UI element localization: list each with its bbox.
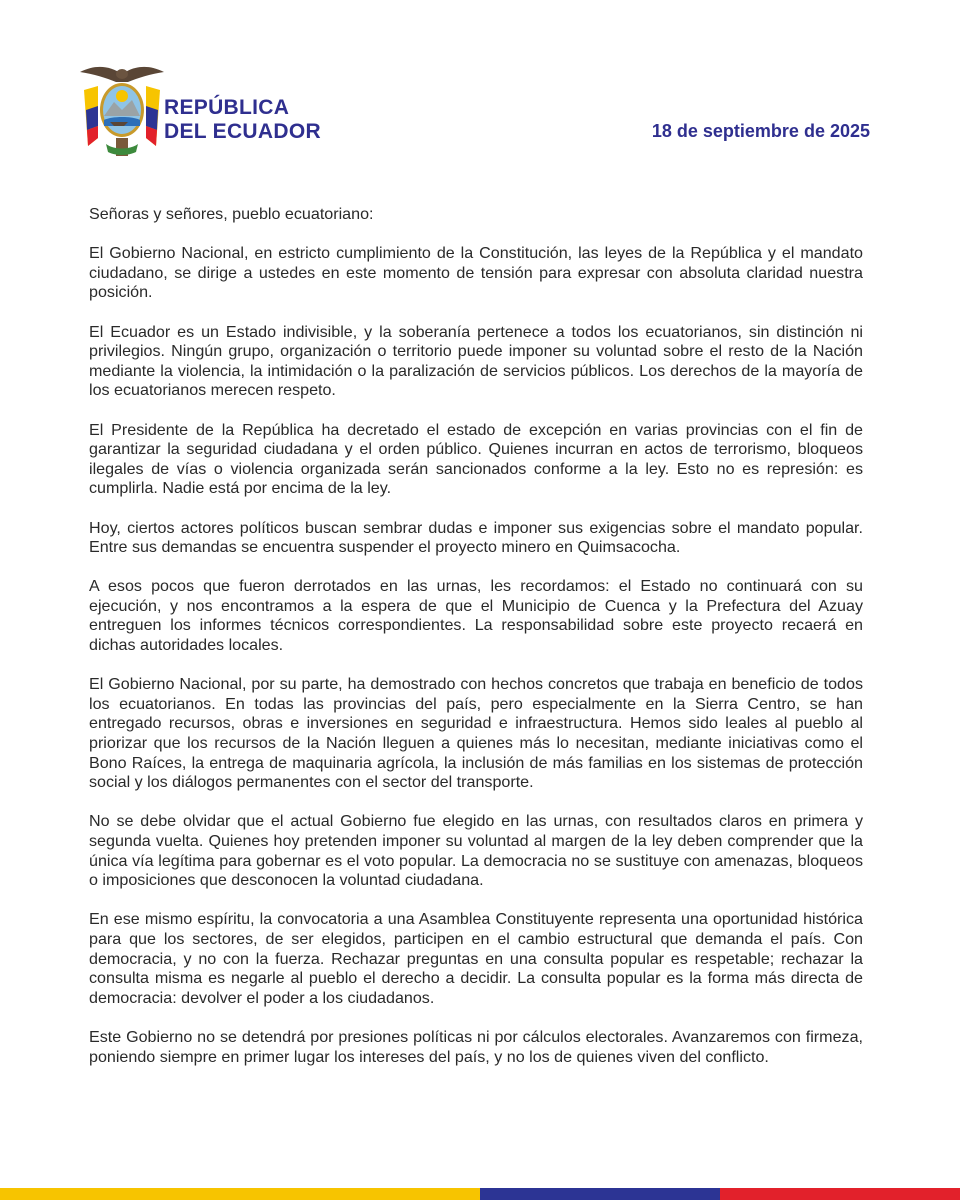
- flag-color-bar: [0, 1188, 960, 1200]
- letterhead: [0, 0, 960, 180]
- paragraph: En ese mismo espíritu, la convocatoria a una Asamblea Constituyente representa una oportunidad histórica para que los sectores, de ser elegidos, participen en el cambio estructural que demanda el país. Con democracia, y no con la fuerza. Rechazar preguntas en una consulta popular es respetable; rechazar la consulta misma es negarle al pueblo el derecho a decidir. La consulta popular es la forma más directa de democracia: devolver el poder a los ciudadanos.: [89, 910, 863, 1007]
- paragraph: A esos pocos que fueron derrotados en las urnas, les recordamos: el Estado no continuará con su ejecución, y nos encontramos a la espera de que el Municipio de Cuenca y la Prefectura del Azuay entreguen los informes técnicos correspondientes. La responsabilidad sobre este proyecto recaerá en dichas autoridades locales.: [89, 577, 863, 655]
- flag-bar-red: [720, 1188, 960, 1200]
- brand-name: [164, 96, 321, 144]
- brand-line-2: DEL ECUADOR: [164, 120, 321, 143]
- paragraph: El Gobierno Nacional, en estricto cumplimiento de la Constitución, las leyes de la República y el mandato ciudadano, se dirige a ustedes en este momento de tensión para expresar con absoluta claridad nuestra posición.: [89, 244, 863, 302]
- paragraph-closing: Este Gobierno no se detendrá por presiones políticas ni por cálculos electorales. Avanzaremos con firmeza, poniendo siempre en primer lugar los intereses del país, y no los de quienes viven del conflicto.: [89, 1027, 863, 1066]
- paragraph-salutation: Señoras y señores, pueblo ecuatoriano:: [89, 205, 374, 223]
- flag-bar-blue: [480, 1188, 720, 1200]
- brand-line-1: REPÚBLICA: [164, 96, 290, 119]
- letter-body: [89, 205, 863, 1067]
- ecuador-coat-of-arms-icon: [76, 60, 168, 164]
- paragraph: No se debe olvidar que el actual Gobierno fue elegido en las urnas, con resultados claros en primera y segunda vuelta. Quienes hoy pretenden imponer su voluntad al margen de la ley deben comprender que la única vía legítima para gobernar es el voto popular. La democracia no se sustituye con amenazas, bloqueos o imposiciones que desconocen la voluntad ciudadana.: [89, 812, 863, 890]
- letter-date: 18 de septiembre de 2025: [651, 121, 870, 141]
- paragraph: El Gobierno Nacional, por su parte, ha demostrado con hechos concretos que trabaja en beneficio de todos los ecuatorianos. En todas las provincias del país, pero especialmente en la Sierra Centro, se han entregado recursos, obras e inversiones en seguridad e infraestructura. Hemos sido leales al pueblo al priorizar que los recursos de la Nación lleguen a quienes más lo necesitan, mediante iniciativas como el Bono Raíces, la entrega de maquinaria agrícola, la inclusión de más familias en los sistemas de protección social y los diálogos permanentes con el sector del transporte.: [89, 675, 863, 792]
- paragraph: El Presidente de la República ha decretado el estado de excepción en varias provincias con el fin de garantizar la seguridad ciudadana y el orden público. Quienes incurran en actos de terrorismo, bloqueos ilegales de vías o violencia organizada serán sancionados conforme a la ley. Esto no es represión: es cumplirla. Nadie está por encima de la ley.: [89, 420, 863, 498]
- flag-bar-yellow: [0, 1188, 480, 1200]
- paragraph: Hoy, ciertos actores políticos buscan sembrar dudas e imponer sus exigencias sobre el mandato popular. Entre sus demandas se encuentra suspender el proyecto minero en Quimsacocha.: [89, 518, 863, 557]
- paragraph: El Ecuador es un Estado indivisible, y la soberanía pertenece a todos los ecuatorianos, sin distinción ni privilegios. Ningún grupo, organización o territorio puede imponer su voluntad sobre el resto de la Nación mediante la violencia, la intimidación o la paralización de servicios públicos. Los derechos de la mayoría de los ecuatorianos merecen respeto.: [89, 322, 863, 400]
